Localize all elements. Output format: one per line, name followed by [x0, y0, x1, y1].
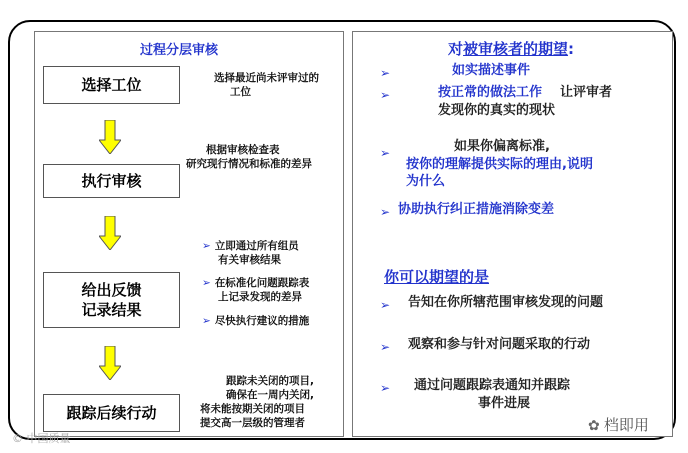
- watermark-left: [12, 430, 71, 446]
- expectation-item: 观察和参与针对问题采取的行动: [408, 337, 591, 352]
- item-text-dark: 让评审者: [560, 85, 613, 100]
- arrowhead-bullet-icon: ➢: [202, 315, 211, 327]
- note-feedback-2: [202, 277, 309, 305]
- note-line: 提交高一层级的管理者: [200, 416, 305, 429]
- arrowhead-bullet-icon: ➢: [380, 205, 391, 219]
- note-line: 在标准化问题跟踪表: [214, 277, 310, 289]
- note-execute-audit: [186, 144, 312, 172]
- step-label-line2: 记录结果: [81, 301, 142, 319]
- down-arrow-icon: [99, 120, 121, 154]
- note-line: 根据审核检查表: [206, 144, 280, 156]
- step-select-station: [43, 66, 180, 104]
- watermark-text: 中国质量: [26, 432, 71, 445]
- watermark-text: 档即用: [603, 416, 649, 434]
- item-text-dark: 如果你偏离标准,: [454, 139, 550, 154]
- expectation-item: 如实描述事件: [452, 63, 531, 78]
- heading-underlined: 被审核者的期望: [463, 40, 569, 58]
- note-line: 研究现行情况和标准的差异: [186, 157, 312, 170]
- step-follow-up: [43, 394, 180, 432]
- note-select-station: [214, 72, 319, 100]
- copyright-icon: ©: [12, 432, 23, 445]
- note-line: 有关审核结果: [218, 253, 281, 266]
- item-text-dark: 发现你的真实的现状: [438, 102, 556, 118]
- arrowhead-bullet-icon: ➢: [380, 381, 391, 395]
- arrowhead-bullet-icon: ➢: [202, 277, 211, 289]
- note-line: 将未能按期关闭的项目: [200, 402, 305, 415]
- arrowhead-bullet-icon: ➢: [380, 340, 391, 354]
- expectations-heading: [448, 38, 574, 59]
- note-feedback-1: [202, 240, 299, 268]
- heading-underlined: 你可以期望的是: [384, 268, 490, 286]
- arrowhead-bullet-icon: ➢: [380, 298, 391, 312]
- expectation-item: [406, 138, 593, 191]
- expectation-item: 协助执行纠正措施消除变差: [398, 202, 555, 217]
- note-line: 选择最近尚未评审过的: [214, 72, 319, 84]
- heading-suffix: :: [568, 40, 575, 58]
- down-arrow-icon: [99, 216, 121, 250]
- step-label: 跟踪后续行动: [66, 403, 157, 422]
- item-text-dark: 通过问题跟踪表通知并跟踪: [414, 378, 571, 393]
- item-text-blue: 按你的理解提供实际的理由,说明: [406, 156, 593, 172]
- note-follow-up: [200, 375, 314, 430]
- arrowhead-bullet-icon: ➢: [202, 240, 211, 252]
- note-line: 上记录发现的差异: [218, 290, 302, 303]
- expectation-item: 告知在你所辖范围审核发现的问题: [408, 295, 604, 310]
- expectation-item: [414, 377, 570, 412]
- note-line: 尽快执行建议的措施: [214, 315, 310, 327]
- chat-bubble-icon: ✿: [588, 418, 600, 434]
- step-label: 选择工位: [81, 75, 142, 94]
- down-arrow-icon: [99, 346, 121, 380]
- arrowhead-bullet-icon: ➢: [380, 146, 391, 160]
- step-execute-audit: [43, 164, 180, 198]
- note-line: 工位: [230, 85, 251, 98]
- step-label: 执行审核: [81, 171, 142, 190]
- arrowhead-bullet-icon: ➢: [380, 66, 391, 80]
- heading-prefix: 对: [448, 40, 464, 58]
- note-line: 确保在一周内关闭,: [226, 388, 314, 401]
- step-feedback-record: [43, 272, 180, 328]
- item-text-dark: 事件进展: [478, 395, 531, 411]
- you-can-expect-heading: [384, 266, 489, 287]
- watermark-right: [588, 414, 649, 435]
- note-line: 跟踪未关闭的项目,: [226, 375, 314, 387]
- arrowhead-bullet-icon: ➢: [380, 88, 391, 102]
- process-title: 过程分层审核: [140, 43, 219, 58]
- note-feedback-3: [202, 315, 309, 329]
- note-line: 立即通过所有组员: [214, 240, 299, 252]
- expectation-item: [438, 84, 612, 119]
- step-label-line1: 给出反馈: [81, 280, 142, 299]
- item-text-blue: 按正常的做法工作: [438, 85, 543, 100]
- item-text-blue: 为什么: [406, 174, 446, 190]
